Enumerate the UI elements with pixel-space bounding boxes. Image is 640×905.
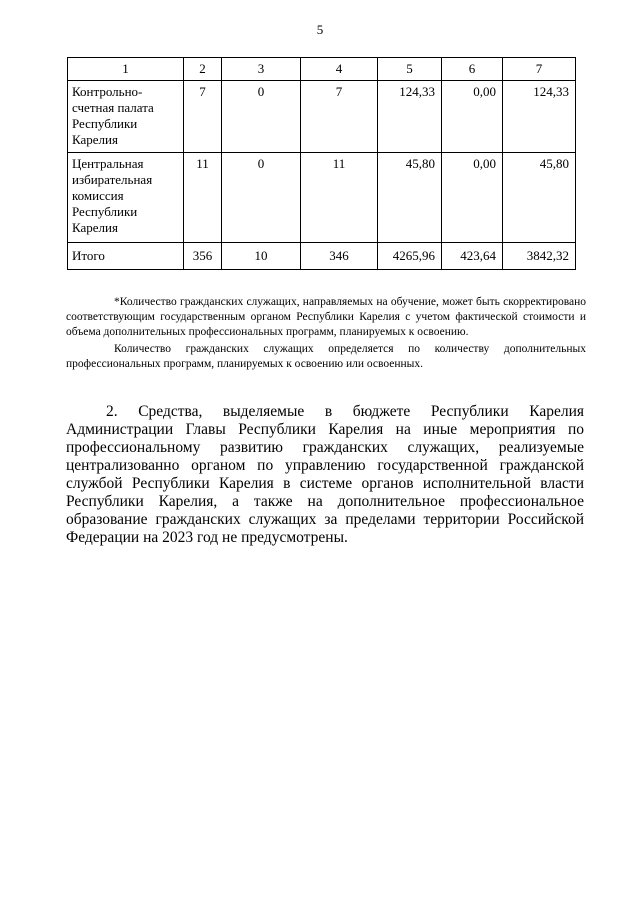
header-cell: 4 (301, 58, 378, 81)
table-row (68, 81, 576, 153)
table-total-row (68, 243, 576, 270)
table-cell: 11 (301, 153, 378, 243)
table-cell: 356 (184, 243, 222, 270)
table-cell: 124,33 (503, 81, 576, 153)
main-paragraph: 2. Средства, выделяемые в бюджете Республики Карелия Администрации Главы Республики Карелия на иные мероприятия по профессиональному развитию гражданских служащих, реализуемые централизованно органом по управлению государственной гражданской службой Республики Карелия в системе органов исполнительной власти Республики Карелия, а также на дополнительное профессиональное образование гражданских служащих за пределами территории Российской Федерации на 2023 год не предусмотрены. (66, 403, 584, 546)
footnote-text: Количество гражданских служащих определяется по количеству дополнительных профессиональных программ, планируемых к освоению или освоенных. (66, 343, 586, 370)
main-paragraph-block (66, 403, 584, 547)
table-cell: 11 (184, 153, 222, 243)
table-cell: 3842,32 (503, 243, 576, 270)
table-row (68, 153, 576, 243)
table-cell: 0,00 (442, 81, 503, 153)
row-name-cell: Контрольно-счетная палата Республики Карелия (68, 81, 184, 153)
table-cell: 423,64 (442, 243, 503, 270)
table-cell: 7 (301, 81, 378, 153)
table-cell: 0 (222, 153, 301, 243)
table-cell: 0,00 (442, 153, 503, 243)
page-number: 5 (316, 22, 324, 37)
footnote-text: *Количество гражданских служащих, направляемых на обучение, может быть скорректировано соответствующим государственным органом Республики Карелия с учетом фактической стоимости и объема дополнительных профессиональных программ, планируемых к освоению. (66, 296, 586, 338)
table-cell: 124,33 (378, 81, 442, 153)
data-table (67, 57, 576, 270)
header-cell: 5 (378, 58, 442, 81)
table-cell: 45,80 (378, 153, 442, 243)
header-cell: 6 (442, 58, 503, 81)
table-header-row (68, 58, 576, 81)
table-cell: 45,80 (503, 153, 576, 243)
row-name-cell: Центральная избирательная комиссия Республики Карелия (68, 153, 184, 243)
table-cell: 346 (301, 243, 378, 270)
table-cell: 4265,96 (378, 243, 442, 270)
table-cell: 10 (222, 243, 301, 270)
table-cell: 7 (184, 81, 222, 153)
header-cell: 7 (503, 58, 576, 81)
header-cell: 3 (222, 58, 301, 81)
header-cell: 2 (184, 58, 222, 81)
table-cell: 0 (222, 81, 301, 153)
header-cell: 1 (68, 58, 184, 81)
footnote-block (66, 295, 586, 372)
total-label-cell: Итого (68, 243, 184, 270)
